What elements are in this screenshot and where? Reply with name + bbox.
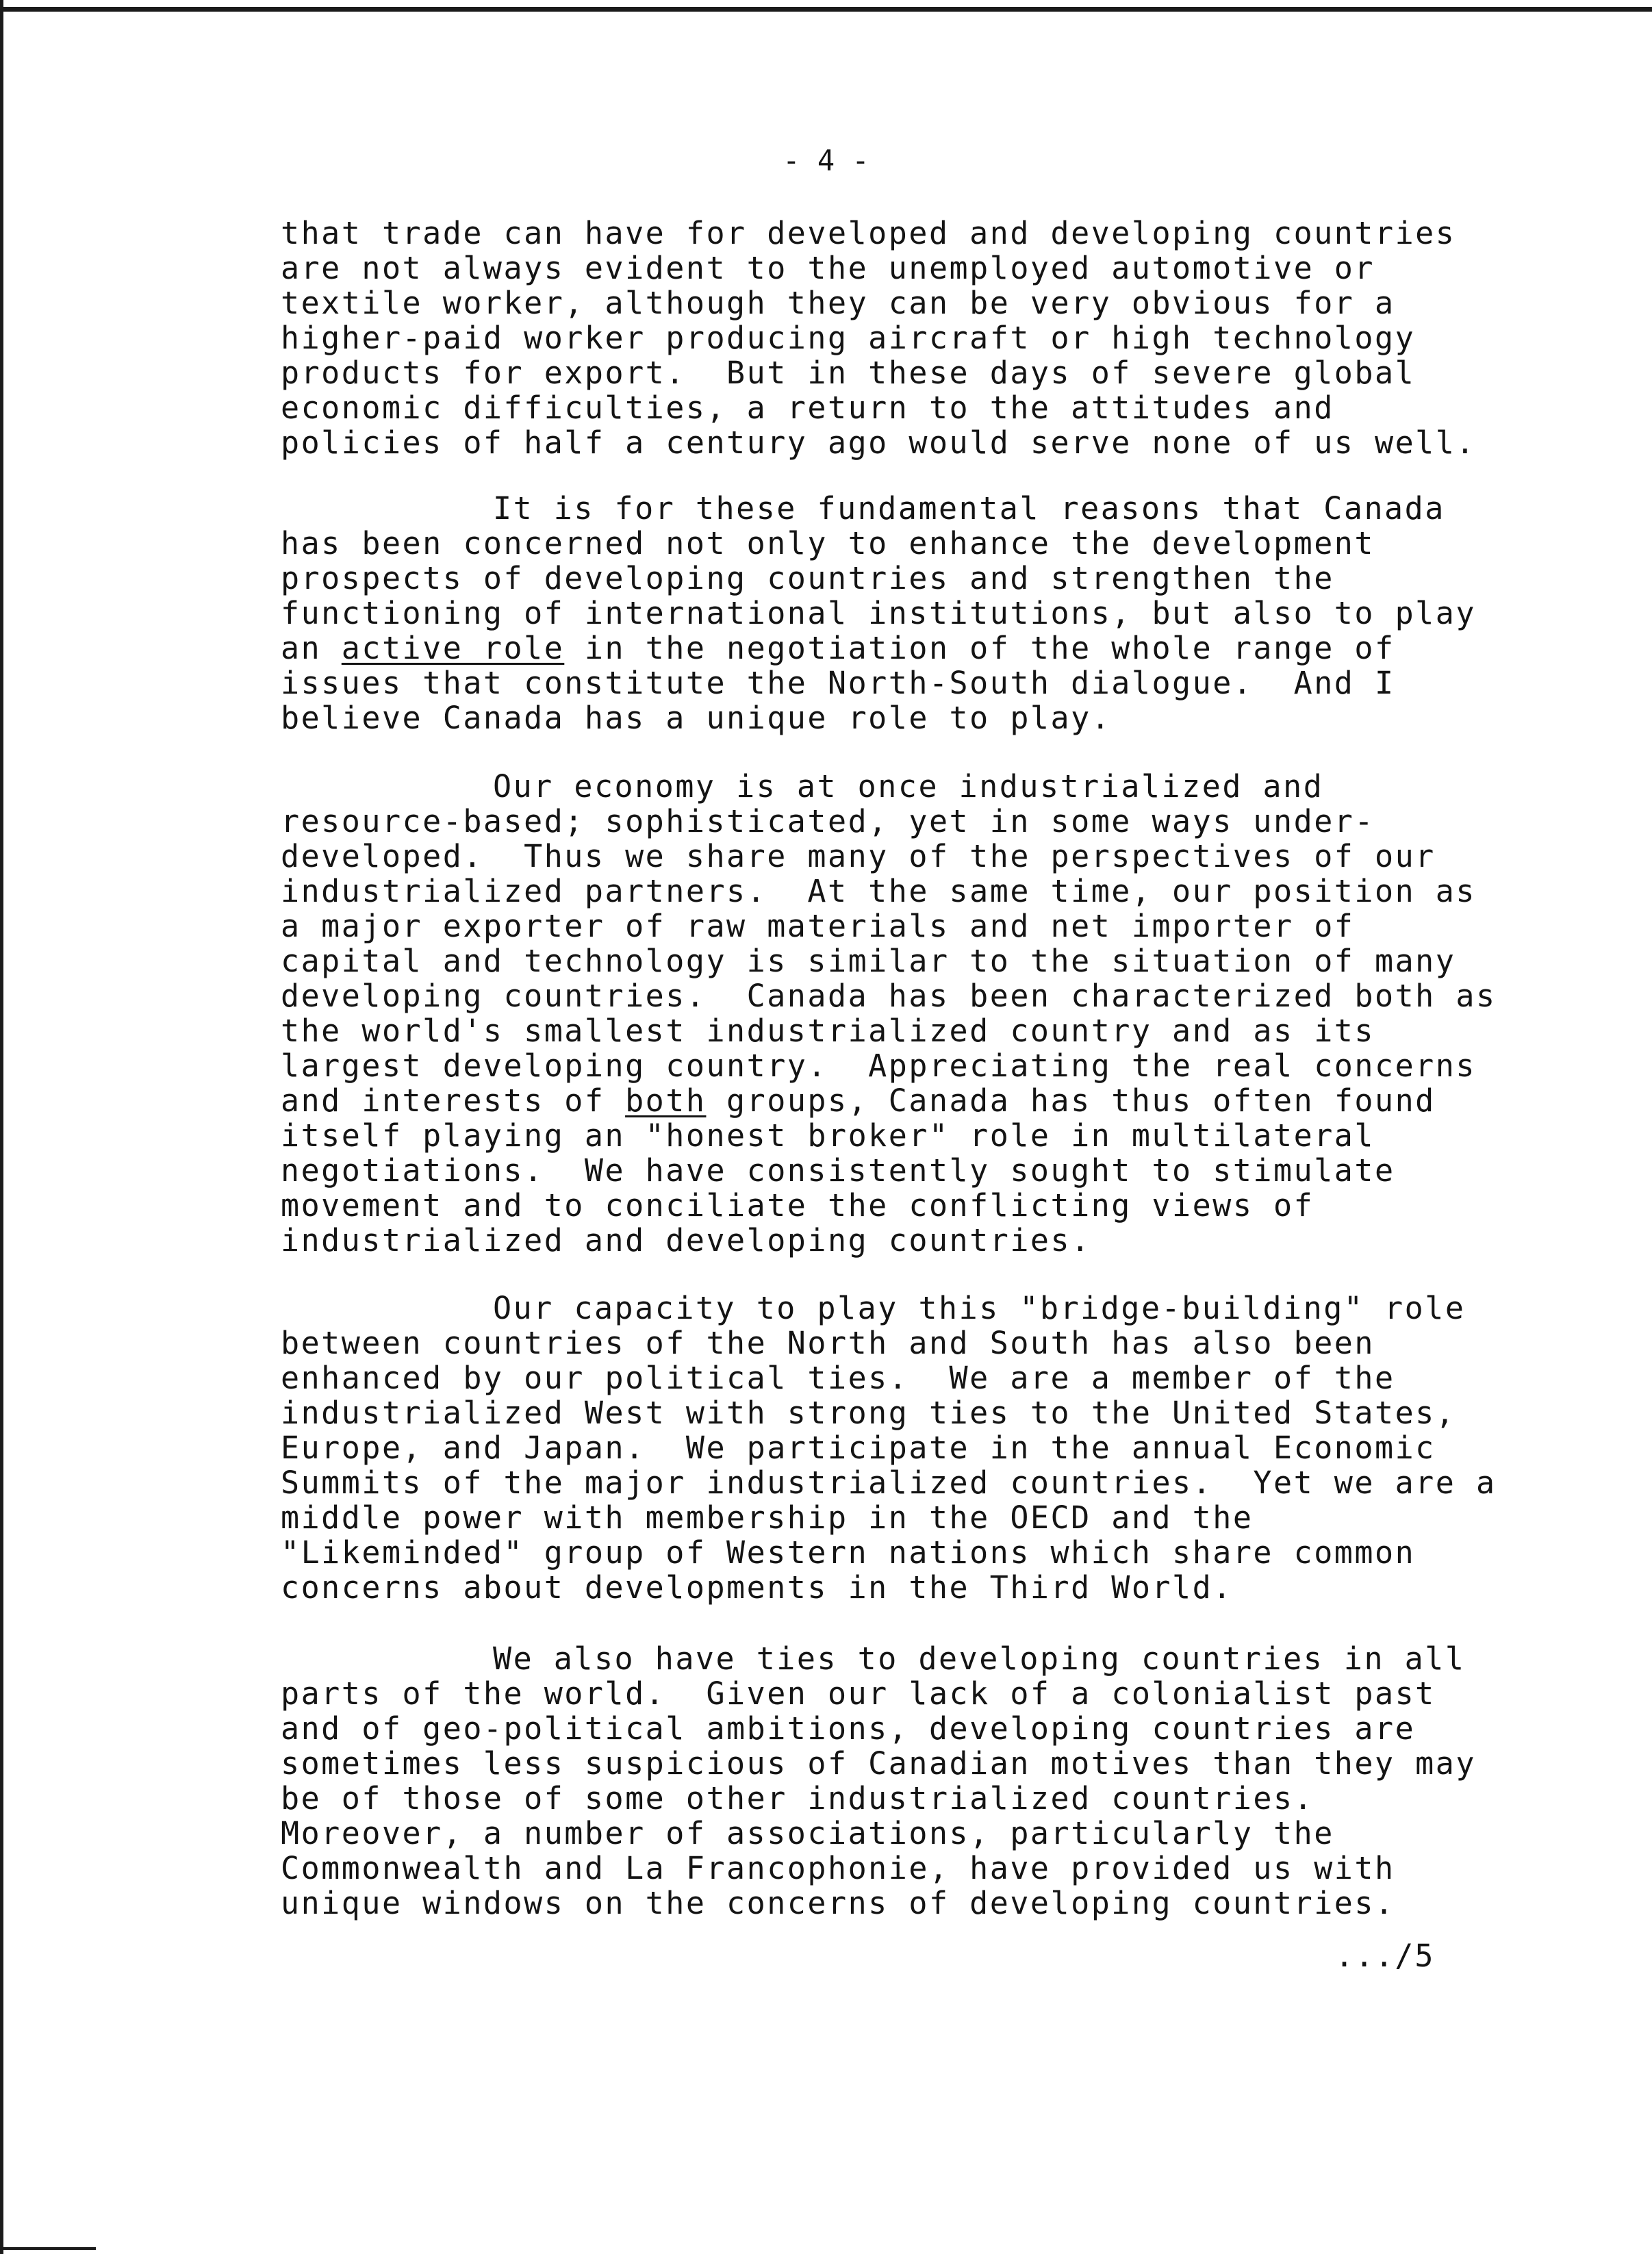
text-line: and interests of both groups, Canada has thus often found	[281, 1082, 1436, 1119]
scan-top-edge	[0, 7, 1652, 12]
text-line: textile worker, although they can be very obvious for a	[281, 285, 1395, 321]
page-number: - 4 -	[783, 144, 869, 177]
text-line: products for export. But in these days of severe global	[281, 355, 1416, 391]
text-line: Commonwealth and La Francophonie, have provided us with	[281, 1850, 1395, 1886]
text-line: developing countries. Canada has been characterized both as	[281, 978, 1497, 1014]
text-line: a major exporter of raw materials and net importer of	[281, 908, 1355, 944]
continuation-marker: .../5	[1335, 1938, 1435, 1974]
text-line: enhanced by our political ties. We are a member of the	[281, 1360, 1395, 1396]
text-line: unique windows on the concerns of developing countries.	[281, 1885, 1395, 1921]
text-line: industrialized West with strong ties to the United States,	[281, 1395, 1456, 1431]
text-line: higher-paid worker producing aircraft or high technology	[281, 320, 1416, 356]
scan-bottom-mark	[0, 2247, 96, 2250]
text-line: capital and technology is similar to the situation of many	[281, 943, 1456, 979]
text-line: the world's smallest industrialized country and as its	[281, 1013, 1375, 1049]
text-line: economic difficulties, a return to the attitudes and	[281, 390, 1334, 426]
text-line: developed. Thus we share many of the perspectives of our	[281, 838, 1436, 874]
text-line: are not always evident to the unemployed automotive or	[281, 250, 1375, 286]
text-line: movement and to conciliate the conflicting views of	[281, 1187, 1314, 1224]
text-line: policies of half a century ago would serve none of us well.	[281, 425, 1476, 461]
text-line: middle power with membership in the OECD and the	[281, 1499, 1254, 1536]
text-line: an active role in the negotiation of the whole range of	[281, 630, 1395, 666]
text-line: parts of the world. Given our lack of a colonialist past	[281, 1675, 1436, 1712]
text-line: issues that constitute the North-South dialogue. And I	[281, 665, 1395, 701]
text-line: industrialized and developing countries.	[281, 1222, 1091, 1258]
text-line: Europe, and Japan. We participate in the annual Economic	[281, 1430, 1436, 1466]
text-line: believe Canada has a unique role to play.	[281, 700, 1112, 736]
text-line: industrialized partners. At the same time, our position as	[281, 873, 1476, 909]
text-line: that trade can have for developed and developing countries	[281, 215, 1456, 251]
text-line: We also have ties to developing countries in all	[493, 1641, 1466, 1677]
text-line: sometimes less suspicious of Canadian motives than they may	[281, 1745, 1476, 1782]
text-line: prospects of developing countries and strengthen the	[281, 560, 1334, 596]
text-line: It is for these fundamental reasons that Canada	[493, 490, 1445, 527]
text-line: functioning of international institutions, but also to play	[281, 595, 1476, 631]
text-line: "Likeminded" group of Western nations which share common	[281, 1534, 1416, 1571]
text-line: Summits of the major industrialized countries. Yet we are a	[281, 1465, 1497, 1501]
underlined-phrase: both	[625, 1082, 707, 1119]
text-line: Moreover, a number of associations, particularly the	[281, 1815, 1334, 1851]
underlined-phrase: active role	[341, 630, 565, 666]
text-line: resource-based; sophisticated, yet in some ways under-	[281, 803, 1375, 839]
text-line: between countries of the North and South has also been	[281, 1325, 1375, 1361]
text-line: and of geo-political ambitions, developing countries are	[281, 1710, 1416, 1747]
text-line: Our economy is at once industrialized and	[493, 768, 1324, 805]
text-line: largest developing country. Appreciating the real concerns	[281, 1048, 1476, 1084]
text-line: negotiations. We have consistently sought to stimulate	[281, 1152, 1395, 1189]
text-line: has been concerned not only to enhance the development	[281, 525, 1375, 561]
text-line: concerns about developments in the Third World.	[281, 1569, 1233, 1606]
text-line: itself playing an "honest broker" role in multilateral	[281, 1117, 1375, 1154]
text-line: be of those of some other industrialized countries.	[281, 1780, 1314, 1816]
text-line: Our capacity to play this "bridge-building" role	[493, 1290, 1466, 1326]
scan-left-edge	[0, 0, 3, 2254]
